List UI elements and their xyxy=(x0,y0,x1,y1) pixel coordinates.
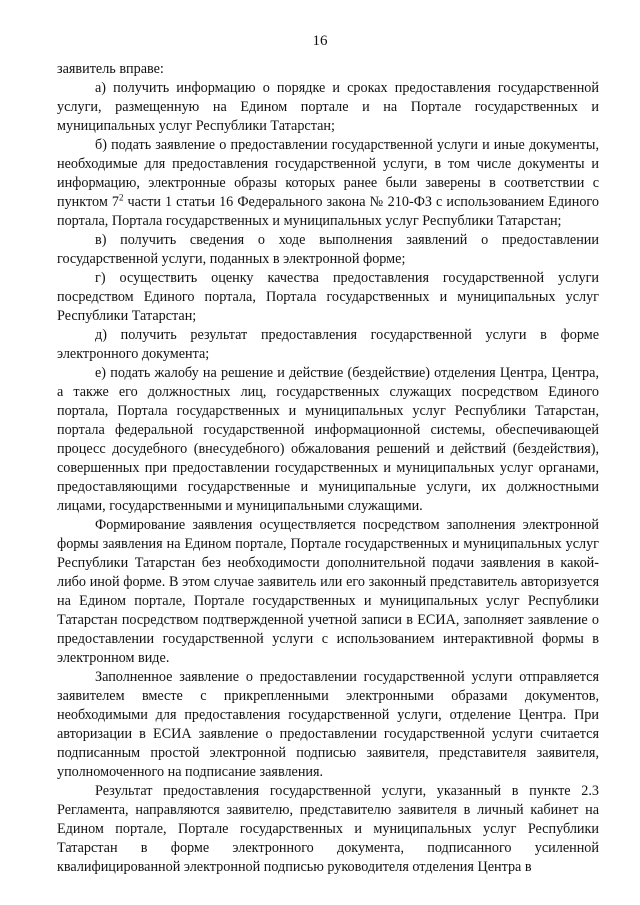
intro-text: заявитель вправе: xyxy=(57,61,164,77)
paragraph-result: Результат предоставления государственной услуги, указанный в пункте 2.3 Регламента, направляются заявителю, представителю заявителя в личный кабинет на Едином портале, Портале государственных и муниципальных услуг Республики Татарстан в форме электронного документа, подписанного усиленной квалифицированной электронной подписью руководителя отделения Центра в xyxy=(57,783,599,875)
list-item-f: е) подать жалобу на решение и действие (бездействие) отделения Центра, Центра, а также его должностных лиц, государственных служащих посредством Единого портала, Портала государственных и муниципальных услуг Республики Татарстан, портала федеральной государственной информационной системы, обеспечивающей процесс досудебного (внесудебного) обжалования решений и действий (бездействия), совершенных при предоставлении государственных и муниципальных услуг органами, предоставляющими государственные и муниципальные услуги, их должностными лицами, государственными и муниципальными служащими. xyxy=(57,365,599,514)
list-item-c: в) получить сведения о ходе выполнения заявлений о предоставлении государственной услуги, поданных в электронной форме; xyxy=(57,232,599,267)
list-item-b-text-start: б) подать заявление о предоставлении государственной услуги и иные документы, необходимые для предоставления государственной услуги, в том числе документы и информацию, электронные образы которых ранее были заверены в соответствии с пунктом 7 xyxy=(57,137,599,210)
list-item-b xyxy=(57,136,599,231)
paragraph-filled-application: Заполненное заявление о предоставлении государственной услуги отправляется заявителем вместе с прикрепленными электронными образами документов, необходимыми для предоставления государственной услуги, отделение Центра. При авторизации в ЕСИА заявление о предоставлении государственной услуги считается подписанным простой электронной подписью заявителя, представителя заявителя, уполномоченного на подписание заявления. xyxy=(57,669,599,780)
list-item-e: д) получить результат предоставления государственной услуги в форме электронного документа; xyxy=(57,327,599,362)
page-number: 16 xyxy=(312,33,328,49)
paragraph-formation: Формирование заявления осуществляется посредством заполнения электронной формы заявления на Едином портале, Портале государственных и муниципальных услуг Республики Татарстан без необходимости дополнительной подачи заявления в какой-либо иной форме. В этом случае заявитель или его законный представитель авторизуется на Едином портале, Портале государственных и муниципальных услуг Республики Татарстан посредством подтвержденной учетной записи в ЕСИА, заполняет заявление о предоставлении государственной услуги с использованием интерактивной формы в электронном виде. xyxy=(57,517,599,666)
list-item-a: а) получить информацию о порядке и сроках предоставления государственной услуги, размещенную на Едином портале и на Портале государственных и муниципальных услуг Республики Татарстан; xyxy=(57,80,599,134)
list-item-b-text-end: части 1 статьи 16 Федерального закона № 210-ФЗ с использованием Единого портала, Портала государственных и муниципальных услуг Республики Татарстан; xyxy=(57,194,599,229)
document-body xyxy=(57,60,599,877)
list-item-b-superscript: 2 xyxy=(118,192,124,203)
list-item-d: г) осуществить оценку качества предоставления государственной услуги посредством Единого портала, Портала государственных и муниципальных услуг Республики Татарстан; xyxy=(57,270,599,324)
